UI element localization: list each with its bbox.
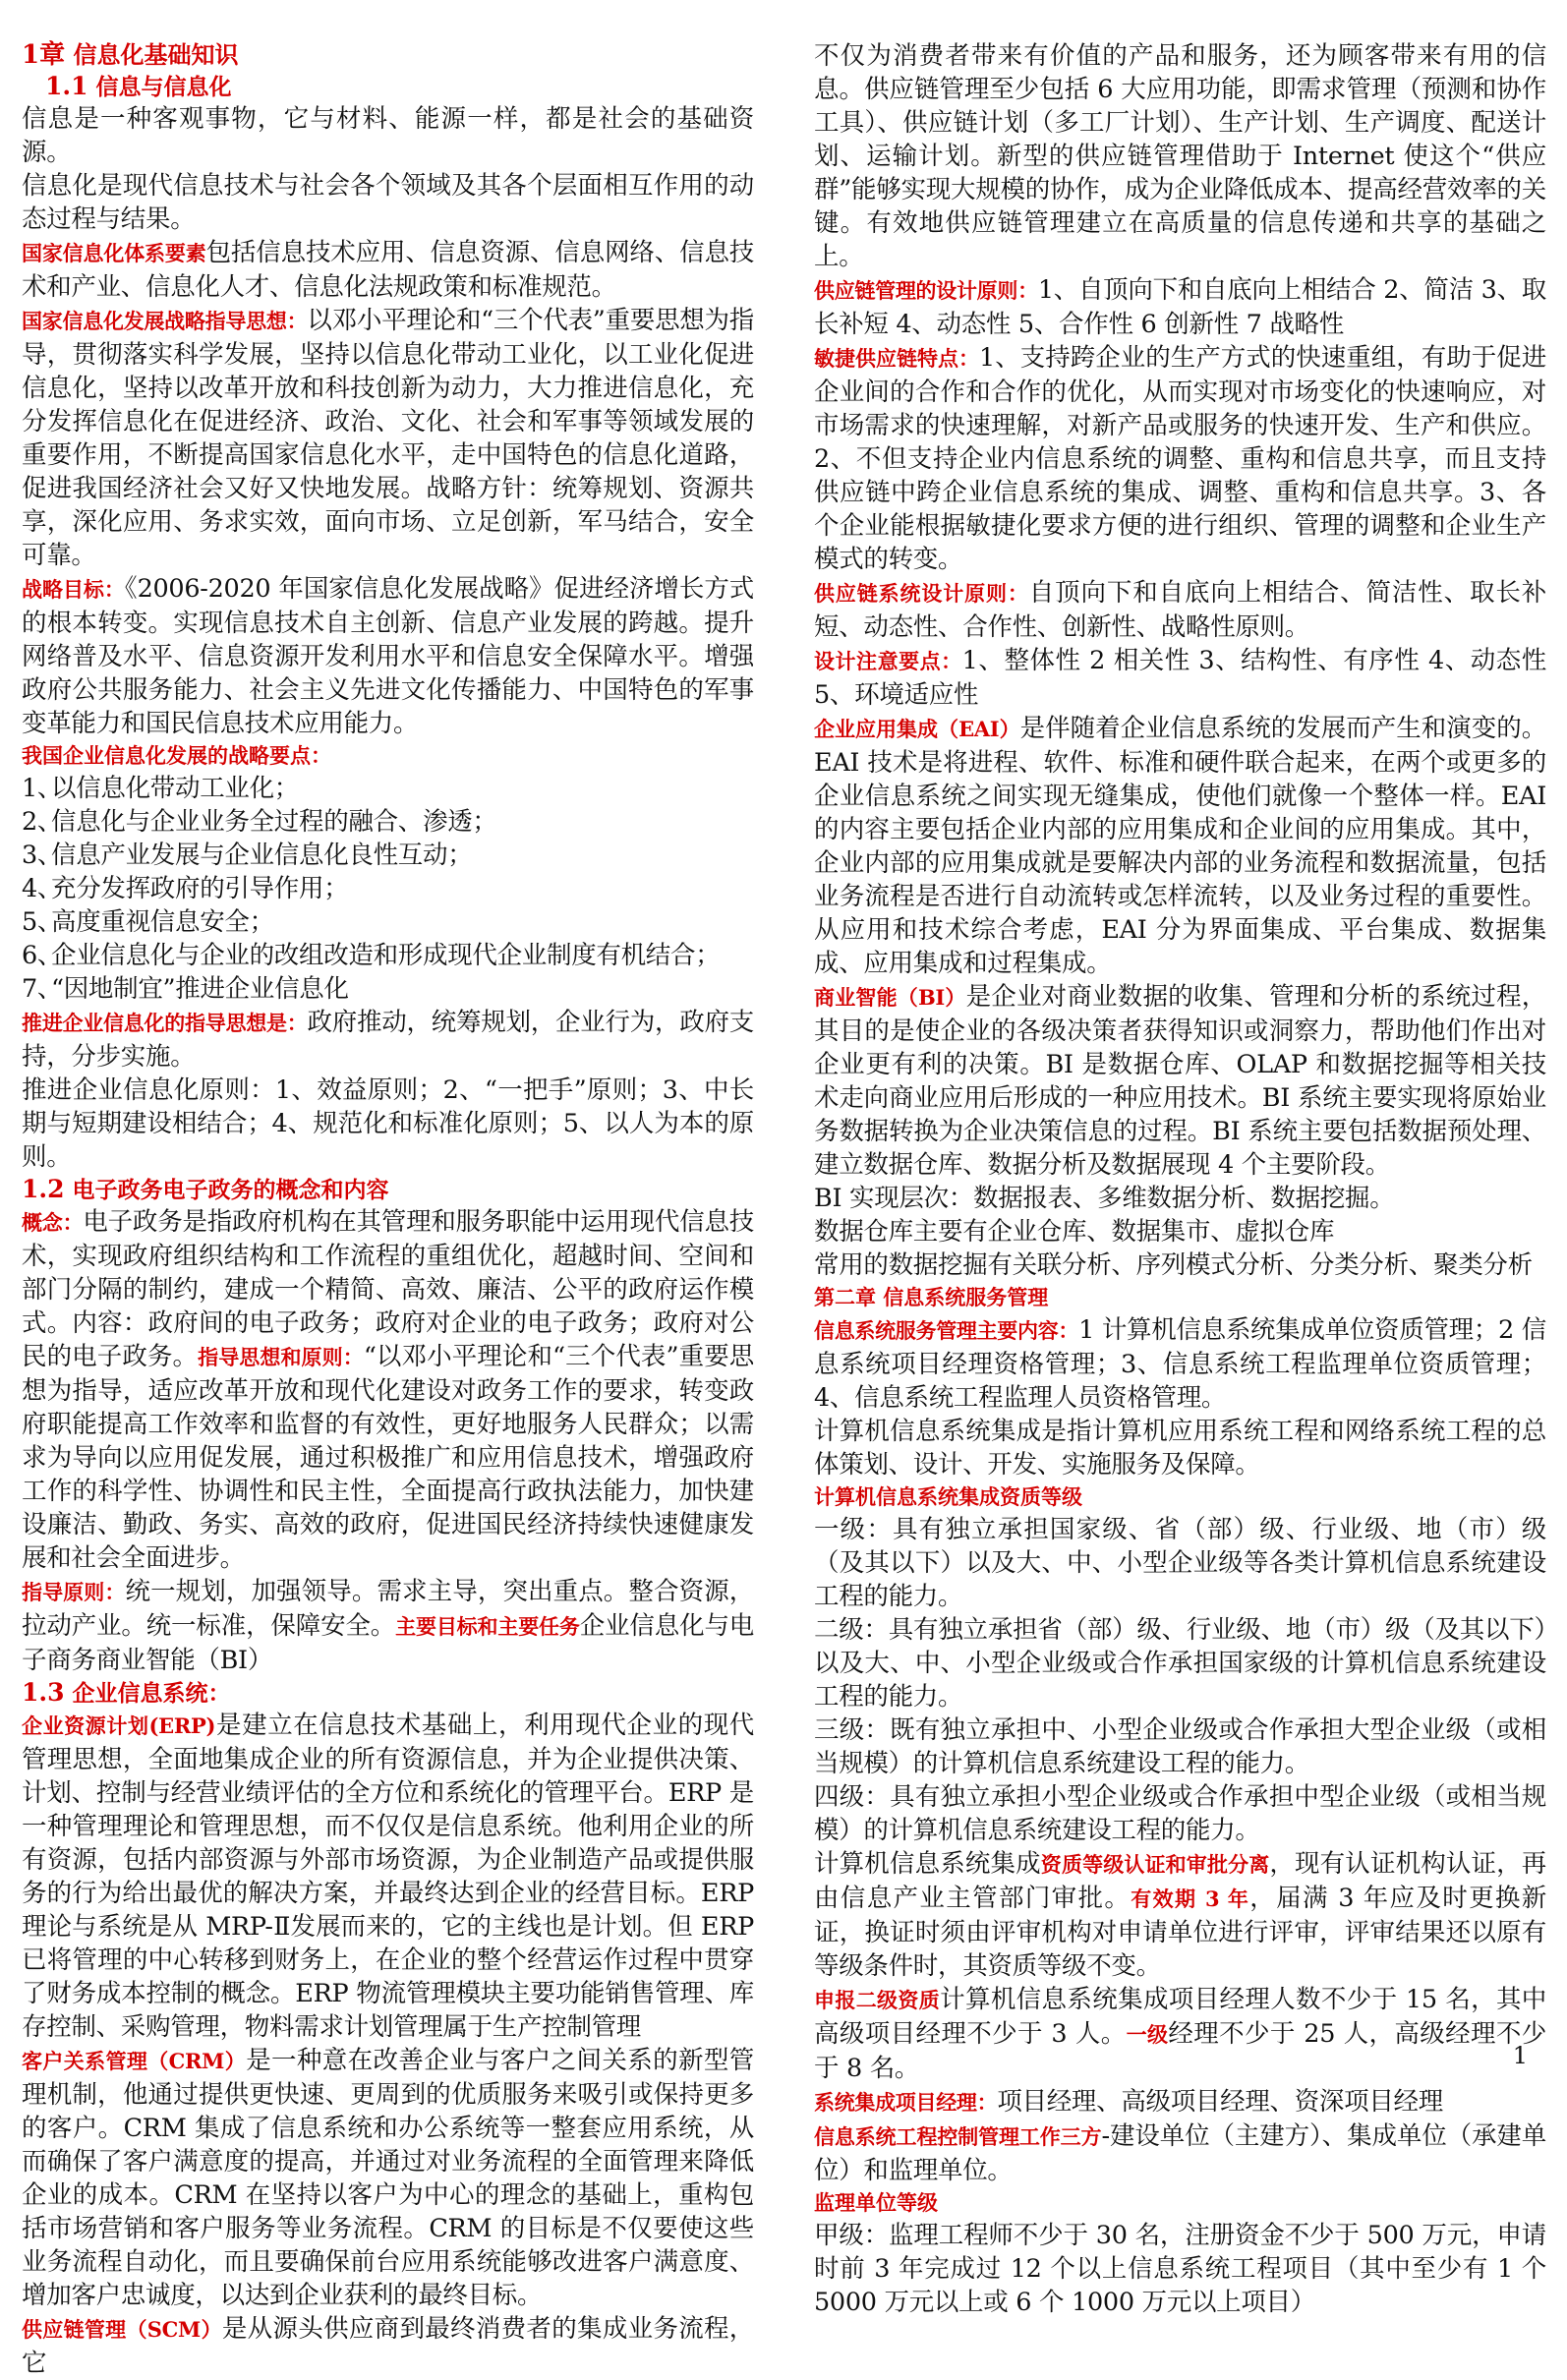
section-heading: 我国企业信息化发展的战略要点： xyxy=(22,743,331,768)
section-heading: 计算机信息系统集成资质等级 xyxy=(814,1484,1082,1509)
keyword: 国家信息化发展战略指导思想： xyxy=(22,309,308,333)
keyword: 国家信息化体系要素 xyxy=(22,241,206,265)
keyword: 敏捷供应链特点： xyxy=(814,346,980,371)
paragraph: 二级：具有独立承担省（部）级、行业级、地（市）级（及其以下）以及大、中、小型企业级或合作承担国家级的计算机信息系统建设工程的能力。 xyxy=(814,1615,1546,1712)
list-number: 6、 xyxy=(22,941,63,970)
paragraph: BI 实现层次：数据报表、多维数据分析、数据挖掘。 xyxy=(814,1184,1395,1213)
list-text: 高度重视信息安全； xyxy=(51,907,274,937)
list-number: 4、 xyxy=(22,874,63,903)
paragraph: 客户关系管理（CRM）是一种意在改善企业与客户之间关系的新型管理机制，他通过提供更快速、更周到的优质服务来吸引或保持更多的客户。CRM 集成了信息系统和办公系统等一整套应用系统，从而确保了客户满意度的提高，并通过对业务流程的全面管理来降低企业的成本。CRM 在坚持以客户为中心的理念的基础上，重构包括市场营销和客户服务等业务流程。CRM 的目标是不仅要使这些业务流程自动化，而且要确保前台应用系统能够改进客户满意度、增加客户忠诚度，以达到企业获利的最终目标。 xyxy=(22,2046,754,2310)
keyword: 主要目标和主要任务 xyxy=(395,1614,580,1639)
keyword: 指导思想和原则： xyxy=(198,1345,364,1369)
list-item xyxy=(22,839,754,872)
paragraph: 国家信息化体系要素包括信息技术应用、信息资源、信息网络、信息技术和产业、信息化人才、信息化法规政策和标准规范。 xyxy=(22,238,754,302)
keyword: 供应链系统设计原则： xyxy=(814,581,1029,606)
list-item xyxy=(22,972,754,1006)
keyword: 申报二级资质 xyxy=(814,1988,941,2012)
list-text: “因地制宜”推进企业信息化 xyxy=(51,974,349,1004)
paragraph: 不仅为消费者带来有价值的产品和服务，还为顾客带来有用的信息。供应链管理至少包括 6 大应用功能，即需求管理（预测和协作工具）、供应链计划（多工厂计划）、生产计划、生产调度、配送计划、运输计划。新型的供应链管理借助于 Internet 使这个“供应群”能够实现大规模的协作，成为企业降低成本、提高经营效率的关键。有效地供应链管理建立在高质量的信息传递和共享的基础之上。 xyxy=(814,41,1546,271)
keyword: 有效期 3 年 xyxy=(1131,1887,1250,1911)
page-number: 1 xyxy=(1512,2042,1528,2069)
list-item xyxy=(22,905,754,939)
paragraph: 申报二级资质计算机信息系统集成项目经理人数不少于 15 名，其中高级项目经理不少于 3 人。一级经理不少于 25 人，高级经理不少于 8 名。 xyxy=(814,1985,1546,2083)
section-heading: 监理单位等级 xyxy=(814,2190,938,2215)
paragraph: 供应链系统设计原则：自顶向下和自底向上相结合、简洁性、取长补短、动态性、合作性、创新性、战略性原则。 xyxy=(814,578,1546,642)
list-item xyxy=(22,872,754,905)
keyword: 系统集成项目经理： xyxy=(814,2090,998,2115)
paragraph: 指导原则：统一规划，加强领导。需求主导，突出重点。整合资源，拉动产业。统一标准，保障安全。主要目标和主要任务企业信息化与电子商务商业智能（BI） xyxy=(22,1577,754,1675)
list-number: 1、 xyxy=(22,774,63,803)
keyword: 供应链管理的设计原则： xyxy=(814,278,1038,303)
keyword: 设计注意要点： xyxy=(814,649,962,673)
keyword: 信息系统服务管理主要内容： xyxy=(814,1318,1079,1343)
keyword: 客户关系管理（CRM） xyxy=(22,2049,247,2073)
paragraph: 商业智能（BI）是企业对商业数据的收集、管理和分析的系统过程，其目的是使企业的各级决策者获得知识或洞察力，帮助他们作出对企业更有利的决策。BI 是数据仓库、OLAP 和数据挖掘等相关技术走向商业应用后形成的一种应用技术。BI 系统主要实现将原始业务数据转换为企业决策信息的过程。BI 系统主要包括数据预处理、建立数据仓库、数据分析及数据展现 4 个主要阶段。 xyxy=(814,982,1546,1180)
keyword: 供应链管理（SCM） xyxy=(22,2317,222,2342)
paragraph: 概念：电子政务是指政府机构在其管理和服务职能中运用现代信息技术，实现政府组织结构和工作流程的重组优化，超越时间、空间和部门分隔的制约，建成一个精简、高效、廉洁、公平的政府运作模式。内容：政府间的电子政务；政府对企业的电子政务；政府对公民的电子政务。指导思想和原则：“以邓小平理论和“三个代表”重要思想为指导，适应改革开放和现代化建设对政务工作的要求，转变政府职能提高工作效率和监督的有效性，更好地服务人民群众；以需求为导向以应用促发展，通过积极推广和应用信息技术，增强政府工作的科学性、协调性和民主性，全面提高行政执法能力，加快建设廉洁、勤政、务实、高效的政府，促进国民经济持续快速健康发展和社会全面进步。 xyxy=(22,1207,755,1573)
keyword: 企业应用集成（EAI） xyxy=(814,717,1020,741)
paragraph: 计算机信息系统集成是指计算机应用系统工程和网络系统工程的总体策划、设计、开发、实施服务及保障。 xyxy=(814,1417,1546,1480)
keyword: 商业智能（BI） xyxy=(814,985,966,1010)
keyword: 企业资源计划(ERP) xyxy=(22,1713,216,1738)
paragraph: 设计注意要点：1、整体性 2 相关性 3、结构性、有序性 4、动态性 5、环境适应性 xyxy=(814,646,1546,710)
right-column xyxy=(814,39,1546,2319)
paragraph: 计算机信息系统集成资质等级认证和审批分离，现有认证机构认证，再由信息产业主管部门审批。有效期 3 年，届满 3 年应及时更换新证，换证时须由评审机构对申请单位进行评审，评审结果还以原有等级条件时，其资质等级不变。 xyxy=(814,1849,1547,1981)
paragraph: 一级：具有独立承担国家级、省（部）级、行业级、地（市）级（及其以下）以及大、中、小型企业级等各类计算机信息系统建设工程的能力。 xyxy=(814,1515,1546,1611)
list-number: 3、 xyxy=(22,841,63,870)
paragraph: 企业资源计划(ERP)是建立在信息技术基础上，利用现代企业的现代管理思想，全面地集成企业的所有资源信息，并为企业提供决策、计划、控制与经营业绩评估的全方位和系统化的管理平台。ERP 是一种管理理论和管理思想，而不仅仅是信息系统。他利用企业的所有资源，包括内部资源与外部市场资源，为企业制造产品或提供服务的行为给出最优的解决方案，并最终达到企业的经营目标。ERP 理论与系统是从 MRP-Ⅱ发展而来的，它的主线也是计划。但 ERP 已将管理的中心转移到财务上，在企业的整个经营运作过程中贯穿了财务成本控制的概念。ERP 物流管理模块主要功能销售管理、库存控制、采购管理，物料需求计划管理属于生产控制管理 xyxy=(22,1711,755,2042)
paragraph: 三级：既有独立承担中、小型企业级或合作承担大型企业级（或相当规模）的计算机信息系统建设工程的能力。 xyxy=(814,1715,1546,1778)
strategy-list xyxy=(22,772,754,1006)
list-item xyxy=(22,772,754,805)
list-text: 信息产业发展与企业信息化良性互动； xyxy=(51,841,473,870)
section-1-1-heading: 1.1 信息与信息化 xyxy=(45,72,232,100)
chapter-2-heading: 第二章 信息系统服务管理 xyxy=(814,1285,1049,1309)
paragraph: 信息系统工程控制管理工作三方-建设单位（主建方）、集成单位（承建单位）和监理单位。 xyxy=(814,2121,1546,2185)
paragraph: 供应链管理（SCM）是从源头供应商到最终消费者的集成业务流程，它 xyxy=(22,2314,755,2378)
paragraph: 企业应用集成（EAI）是伴随着企业信息系统的发展而产生和演变的。EAI 技术是将进程、软件、标准和硬件联合起来，在两个或更多的企业信息系统之间实现无缝集成，使他们就像一个整体一样。EAI 的内容主要包括企业内部的应用集成和企业间的应用集成。其中，企业内部的应用集成就是要解决内部的业务流程和数据流量，包括业务流程是否进行自动流转或怎样流转，以及业务过程的重要性。从应用和技术综合考虑，EAI 分为界面集成、平台集成、数据集成、应用集成和过程集成。 xyxy=(814,714,1546,978)
list-number: 7、 xyxy=(22,974,63,1004)
paragraph: 系统集成项目经理：项目经理、高级项目经理、资深项目经理 xyxy=(814,2087,1443,2117)
paragraph: 四级：具有独立承担小型企业级或合作承担中型企业级（或相当规模）的计算机信息系统建设工程的能力。 xyxy=(814,1782,1546,1845)
keyword: 一级 xyxy=(1126,2022,1169,2047)
list-text: 以信息化带动工业化； xyxy=(51,774,300,803)
paragraph: 常用的数据挖掘有关联分析、序列模式分析、分类分析、聚类分析 xyxy=(814,1250,1533,1280)
keyword: 指导原则： xyxy=(22,1580,126,1604)
keyword: 概念： xyxy=(22,1210,84,1235)
paragraph: 甲级：监理工程师不少于 30 名，注册资金不少于 500 万元，申请时前 3 年完成过 12 个以上信息系统工程项目（其中至少有 1 个 5000 万元以上或 6 个 1000 万元以上项目） xyxy=(814,2221,1546,2317)
left-column xyxy=(22,39,754,2380)
paragraph: 敏捷供应链特点：1、支持跨企业的生产方式的快速重组，有助于促进企业间的合作和合作的优化，从而实现对市场变化的快速响应，对市场需求的快速理解，对新产品或服务的快速开发、生产和供应。2、不但支持企业内信息系统的调整、重构和信息共享，而且支持供应链中跨企业信息系统的集成、调整、重构和信息共享。3、各个企业能根据敏捷化要求方便的进行组织、管理的调整和企业生产模式的转变。 xyxy=(814,343,1547,574)
keyword: 战略目标： xyxy=(22,577,125,602)
paragraph: 推进企业信息化原则：1、效益原则；2、“一把手”原则；3、中长期与短期建设相结合；4、规范化和标准化原则；5、以人为本的原则。 xyxy=(22,1075,754,1172)
keyword: 信息系统工程控制管理工作三方 xyxy=(814,2124,1102,2149)
section-1-2-heading: 1.2 电子政务电子政务的概念和内容 xyxy=(22,1175,389,1203)
keyword: 资质等级认证和审批分离 xyxy=(1040,1852,1270,1877)
paragraph: 数据仓库主要有企业仓库、数据集市、虚拟仓库 xyxy=(814,1217,1335,1247)
paragraph: 推进企业信息化的指导思想是：政府推动，统筹规划，企业行为，政府支持，分步实施。 xyxy=(22,1008,754,1072)
list-number: 5、 xyxy=(22,907,63,937)
paragraph: 供应链管理的设计原则：1、自顶向下和自底向上相结合 2、简洁 3、取长补短 4、动态性 5、合作性 6 创新性 7 战略性 xyxy=(814,275,1546,339)
section-1-3-heading: 1.3 企业信息系统： xyxy=(22,1678,231,1707)
list-item xyxy=(22,939,754,972)
paragraph: 信息化是现代信息技术与社会各个领域及其各个层面相互作用的动态过程与结果。 xyxy=(22,171,754,234)
list-text: 充分发挥政府的引导作用； xyxy=(51,874,349,903)
list-text: 企业信息化与企业的改组改造和形成现代企业制度有机结合； xyxy=(51,941,721,970)
paragraph: 信息是一种客观事物，它与材料、能源一样，都是社会的基础资源。 xyxy=(22,104,754,167)
paragraph: 信息系统服务管理主要内容：1 计算机信息系统集成单位资质管理；2 信息系统项目经理资格管理；3、信息系统工程监理单位资质管理；4、信息系统工程监理人员资格管理。 xyxy=(814,1315,1546,1413)
list-text: 信息化与企业业务全过程的融合、渗透； xyxy=(51,807,497,837)
list-number: 2、 xyxy=(22,807,63,837)
keyword: 推进企业信息化的指导思想是： xyxy=(22,1011,308,1035)
paragraph: 战略目标：《2006-2020 年国家信息化发展战略》促进经济增长方式的根本转变。实现信息技术自主创新、信息产业发展的跨越。提升网络普及水平、信息资源开发利用水平和信息安全保障水平。增强政府公共服务能力、社会主义先进文化传播能力、中国特色的军事变革能力和国民信息技术应用能力。 xyxy=(22,574,755,738)
list-item xyxy=(22,805,754,839)
chapter-1-heading: 1章 信息化基础知识 xyxy=(22,40,239,70)
paragraph: 国家信息化发展战略指导思想：以邓小平理论和“三个代表”重要思想为指导，贯彻落实科学发展，坚持以信息化带动工业化，以工业化促进信息化，坚持以改革开放和科技创新为动力，大力推进信息化，充分发挥信息化在促进经济、政治、文化、社会和军事等领域发展的重要作用，不断提高国家信息化水平，走中国特色的信息化道路，促进我国经济社会又好又快地发展。战略方针：统筹规划、资源共享，深化应用、务求实效，面向市场、立足创新，军马结合，安全可靠。 xyxy=(22,306,754,570)
